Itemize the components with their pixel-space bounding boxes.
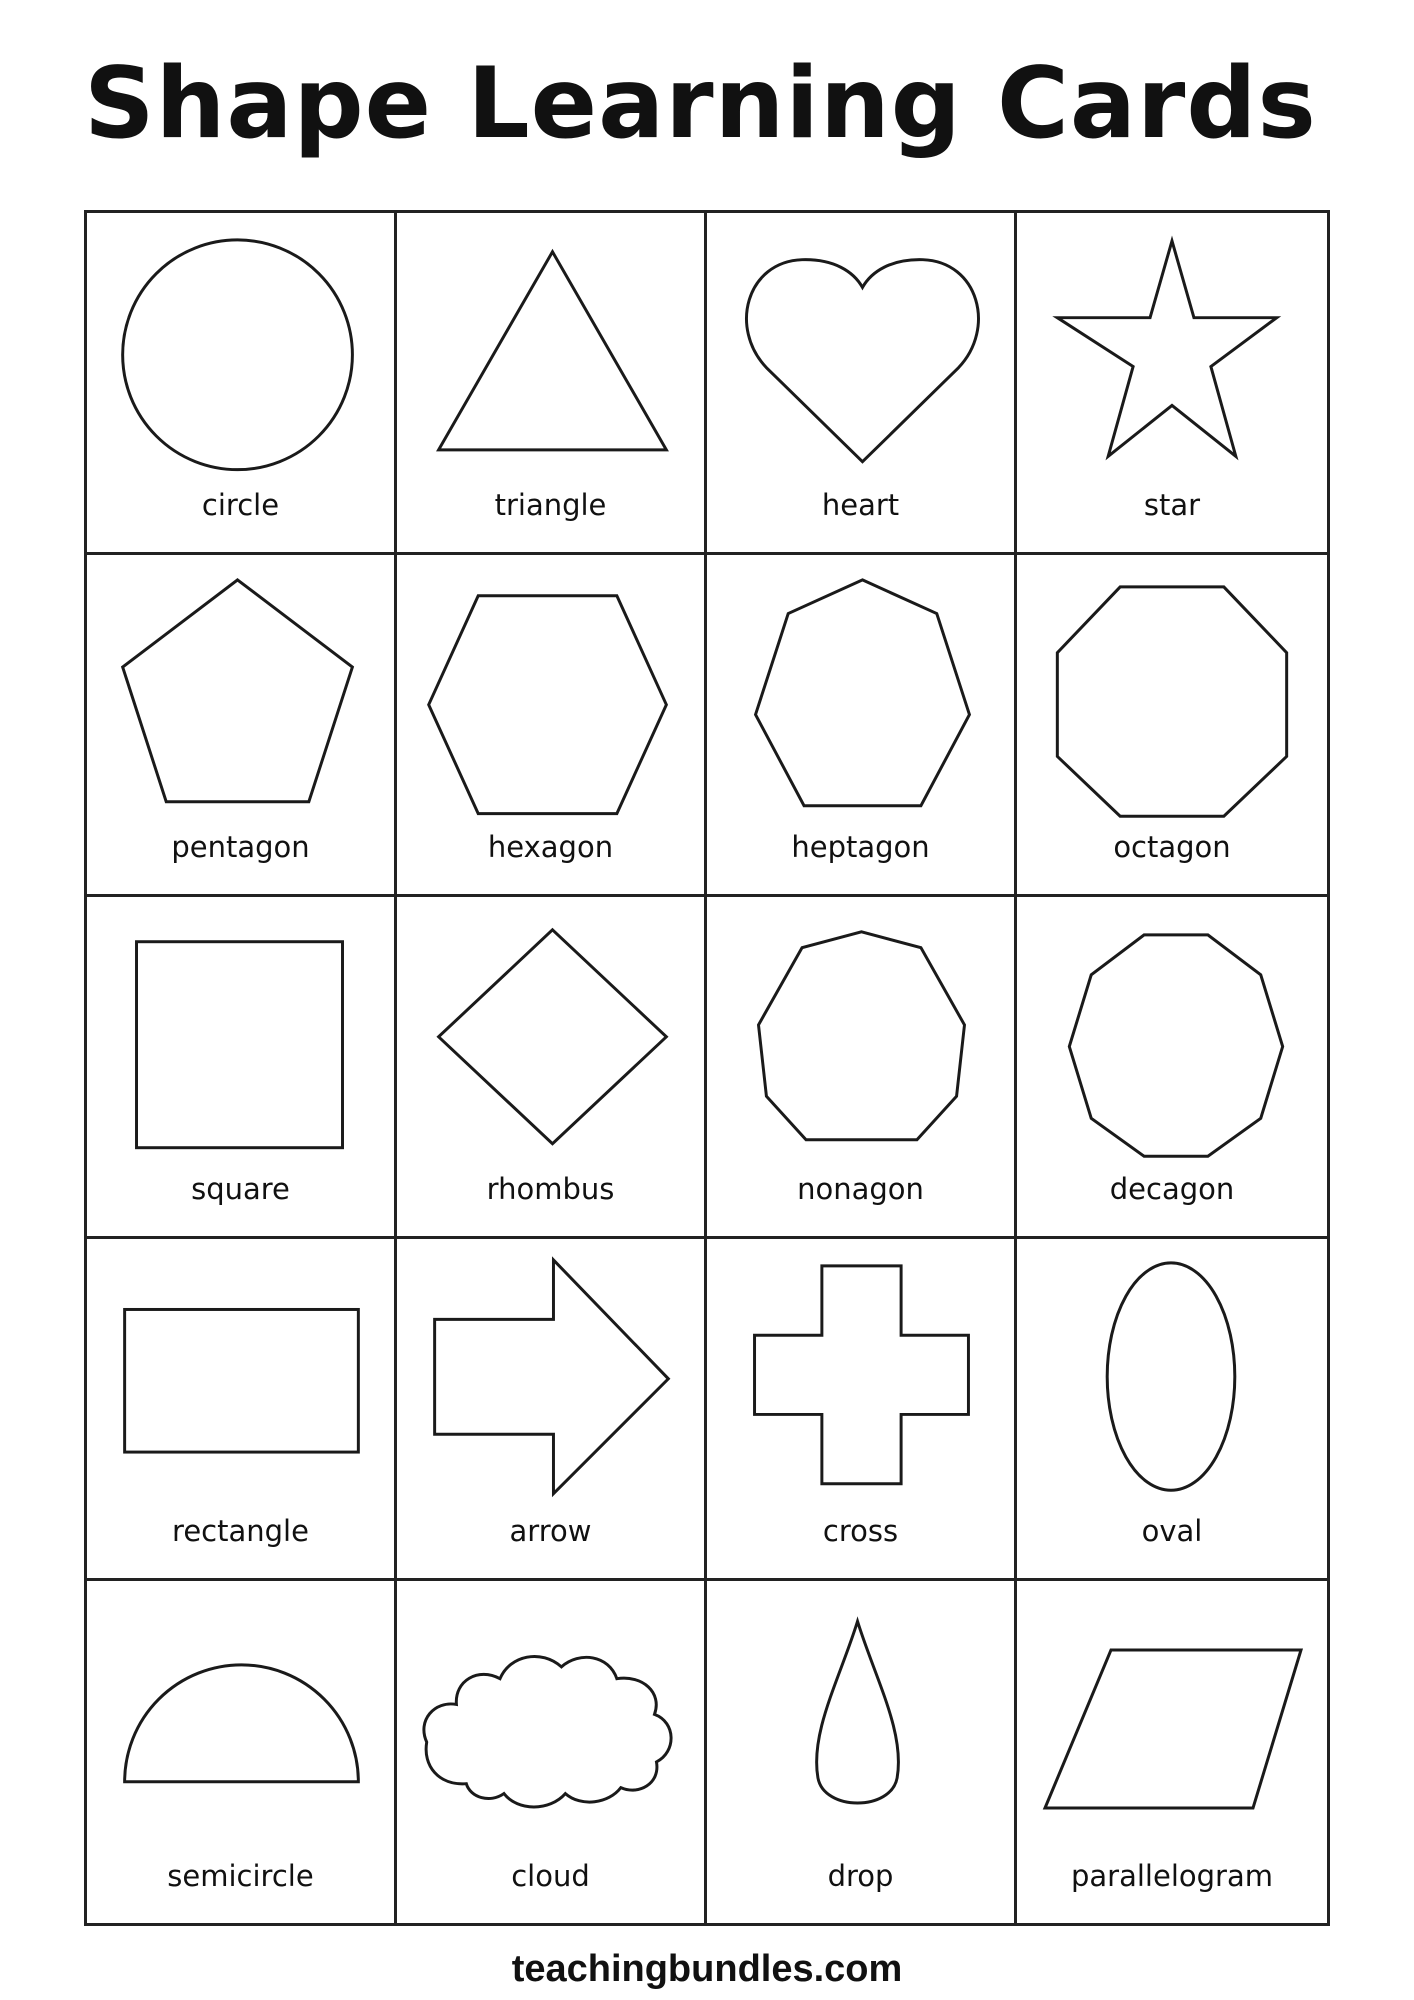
card-label: rhombus	[486, 1172, 615, 1206]
shape-card-grid	[84, 210, 1330, 1926]
card-square	[87, 897, 397, 1239]
card-label: heart	[821, 488, 900, 522]
card-decagon	[1017, 897, 1327, 1239]
card-nonagon	[707, 897, 1017, 1239]
card-label: square	[191, 1172, 290, 1206]
card-rhombus	[397, 897, 707, 1239]
card-label: octagon	[1113, 830, 1231, 864]
card-label: nonagon	[797, 1172, 924, 1206]
card-label: heptagon	[791, 830, 930, 864]
card-pentagon	[87, 555, 397, 897]
card-cross	[707, 1239, 1017, 1581]
card-label: oval	[1141, 1514, 1203, 1548]
card-label: cross	[822, 1514, 899, 1548]
card-label: drop	[827, 1859, 894, 1893]
website-footer: teachingbundles.com	[511, 1948, 903, 1990]
card-label: hexagon	[487, 830, 614, 864]
card-oval	[1017, 1239, 1327, 1581]
card-label: star	[1143, 488, 1201, 522]
card-triangle	[397, 213, 707, 555]
card-label: circle	[201, 488, 280, 522]
card-hexagon	[397, 555, 707, 897]
card-label: parallelogram	[1071, 1859, 1273, 1893]
card-rectangle	[87, 1239, 397, 1581]
card-label: triangle	[494, 488, 607, 522]
card-label: semicircle	[167, 1859, 314, 1893]
card-heart	[707, 213, 1017, 555]
card-octagon	[1017, 555, 1327, 897]
card-label: arrow	[509, 1514, 592, 1548]
card-star	[1017, 213, 1327, 555]
card-label: rectangle	[172, 1514, 309, 1548]
card-label: cloud	[511, 1859, 590, 1893]
card-drop	[707, 1581, 1017, 1923]
card-heptagon	[707, 555, 1017, 897]
card-cloud	[397, 1581, 707, 1923]
page-title: Shape Learning Cards	[84, 47, 1317, 161]
card-arrow	[397, 1239, 707, 1581]
card-parallelogram	[1017, 1581, 1327, 1923]
card-label: pentagon	[171, 830, 310, 864]
card-label: decagon	[1109, 1172, 1235, 1206]
card-semicircle	[87, 1581, 397, 1923]
card-circle	[87, 213, 397, 555]
